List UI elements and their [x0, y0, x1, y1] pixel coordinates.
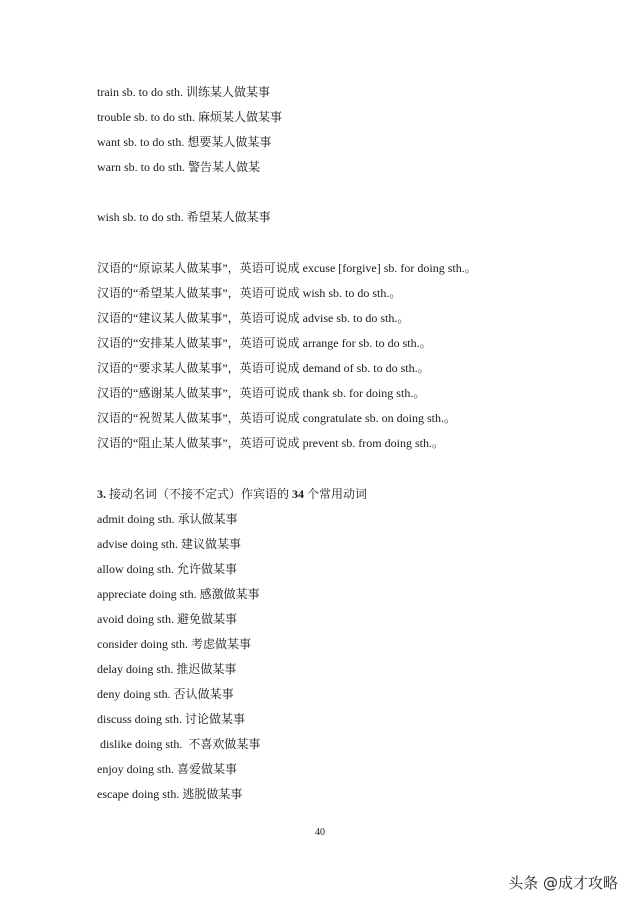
- text-line: consider doing sth. 考虑做某事: [97, 637, 251, 651]
- text-line: 汉语的“感谢某人做某事”，英语可说成 thank sb. for doing sth.。: [97, 386, 426, 400]
- text-line: 汉语的“原谅某人做某事”，英语可说成 excuse [forgive] sb. for doing sth.。: [97, 261, 477, 275]
- section-heading: [97, 486, 367, 502]
- text-line: allow doing sth. 允许做某事: [97, 562, 237, 576]
- text-line: enjoy doing sth. 喜爱做某事: [97, 762, 237, 776]
- text-line: advise doing sth. 建议做某事: [97, 537, 241, 551]
- section-number: 3.: [97, 487, 106, 501]
- text-line: deny doing sth. 否认做某事: [97, 687, 234, 701]
- text-line: train sb. to do sth. 训练某人做某事: [97, 85, 270, 99]
- text-line: avoid doing sth. 避免做某事: [97, 612, 237, 626]
- text-line: wish sb. to do sth. 希望某人做某事: [97, 210, 271, 224]
- text-line: delay doing sth. 推迟做某事: [97, 662, 237, 676]
- text-line: dislike doing sth. 不喜欢做某事: [97, 737, 261, 751]
- text-line: discuss doing sth. 讨论做某事: [97, 712, 246, 726]
- text-line: escape doing sth. 逃脱做某事: [97, 787, 243, 801]
- section-count: 34: [292, 487, 305, 501]
- page-number: 40: [315, 827, 325, 838]
- text-line: 汉语的“祝贺某人做某事”，英语可说成 congratulate sb. on doing sth.。: [97, 411, 456, 425]
- text-line: 汉语的“建议某人做某事”，英语可说成 advise sb. to do sth.。: [97, 311, 410, 325]
- text-line: 汉语的“安排某人做某事”，英语可说成 arrange for sb. to do sth.。: [97, 336, 432, 350]
- section-title-part2: 个常用动词: [304, 487, 368, 501]
- text-line: want sb. to do sth. 想要某人做某事: [97, 135, 272, 149]
- text-line: appreciate doing sth. 感激做某事: [97, 587, 260, 601]
- text-line: 汉语的“希望某人做某事”，英语可说成 wish sb. to do sth.。: [97, 286, 402, 300]
- text-line: 汉语的“要求某人做某事”，英语可说成 demand of sb. to do sth.。: [97, 361, 430, 375]
- text-line: admit doing sth. 承认做某事: [97, 512, 238, 526]
- watermark: 头条 @成才攻略: [508, 874, 618, 892]
- text-line: 汉语的“阻止某人做某事”，英语可说成 prevent sb. from doing sth.。: [97, 436, 444, 450]
- section-title-part1: 接动名词（不接不定式）作宾语的: [106, 487, 293, 501]
- text-line: trouble sb. to do sth. 麻烦某人做某事: [97, 110, 282, 124]
- text-line: warn sb. to do sth. 警告某人做某: [97, 160, 260, 174]
